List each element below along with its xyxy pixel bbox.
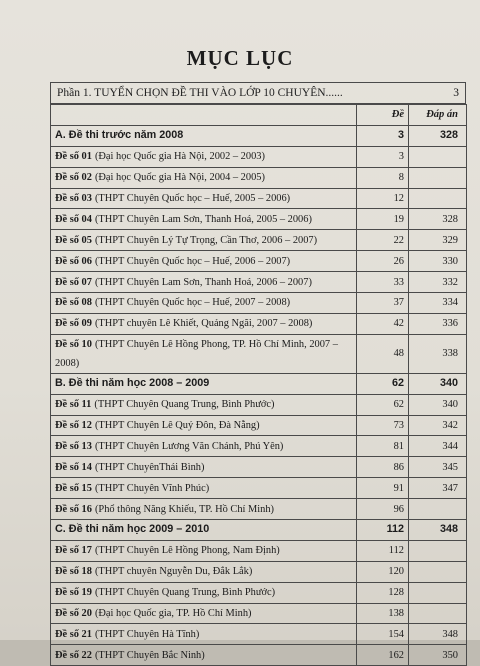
item-title (51, 251, 357, 272)
toc-item-row (51, 582, 467, 603)
toc-item-row (51, 167, 467, 188)
page-dapan (409, 499, 467, 520)
page-de: 162 (357, 645, 409, 666)
item-code: Đề số 07 (55, 276, 92, 288)
toc-table (50, 104, 467, 666)
item-title (51, 415, 357, 436)
toc-item-row (51, 272, 467, 293)
page-de: 42 (357, 313, 409, 334)
page-de: 120 (357, 561, 409, 582)
item-title (51, 561, 357, 582)
item-desc: (THPT Chuyên Bắc Ninh) (94, 649, 205, 661)
item-desc: (Phổ thông Năng Khiếu, TP. Hồ Chí Minh) (94, 503, 275, 515)
toc-item-row (51, 540, 467, 561)
item-desc: (THPT Chuyên Lý Tự Trọng, Cần Thơ, 2006 – 2007) (94, 234, 318, 246)
toc-item-row (51, 561, 467, 582)
toc-item-row (51, 457, 467, 478)
page-de: 8 (357, 167, 409, 188)
header-de: Đề (357, 105, 409, 126)
item-code: Đề số 10 (55, 338, 92, 350)
toc-item-row (51, 230, 467, 251)
page-dapan: 328 (409, 125, 467, 146)
item-code: Đề số 04 (55, 213, 92, 225)
page-de: 37 (357, 293, 409, 314)
item-desc: (THPT Chuyên Lam Sơn, Thanh Hoá, 2006 – 2007) (94, 276, 312, 288)
item-title (51, 188, 357, 209)
item-title (51, 645, 357, 666)
item-title (51, 394, 357, 415)
page-dapan: 344 (409, 436, 467, 457)
page-de: 26 (357, 251, 409, 272)
toc-item-row (51, 603, 467, 624)
page-dapan: 348 (409, 520, 467, 541)
item-code: Đề số 17 (55, 545, 92, 557)
page-dapan: 340 (409, 373, 467, 394)
item-desc: (THPT Chuyên Lương Văn Chánh, Phú Yên) (94, 440, 284, 452)
page-de: 19 (357, 209, 409, 230)
page-de: 48 (357, 334, 409, 373)
page-dapan (409, 188, 467, 209)
toc-item-row (51, 624, 467, 645)
item-title (51, 334, 357, 373)
page-de: 22 (357, 230, 409, 251)
page-de: 154 (357, 624, 409, 645)
page-de: 138 (357, 603, 409, 624)
item-code: Đề số 03 (55, 193, 92, 204)
item-code: Đề số 08 (55, 297, 92, 309)
page-dapan: 328 (409, 209, 467, 230)
page-dapan: 334 (409, 293, 467, 314)
item-code: Đề số 15 (55, 482, 92, 494)
page-de: 96 (357, 499, 409, 520)
page-dapan: 338 (409, 334, 467, 373)
part-heading (50, 82, 466, 104)
toc-section-row (51, 373, 467, 394)
page-dapan: 330 (409, 251, 467, 272)
page-dapan: 345 (409, 457, 467, 478)
section-title: B. Đề thi năm học 2008 – 2009 (51, 373, 357, 394)
item-desc: (Đại học Quốc gia, TP. Hồ Chí Minh) (94, 608, 252, 620)
toc-item-row (51, 146, 467, 167)
page-de: 3 (357, 146, 409, 167)
item-title (51, 540, 357, 561)
item-code: Đề số 20 (55, 608, 92, 620)
item-code: Đề số 18 (55, 566, 92, 578)
toc-item-row (51, 251, 467, 272)
section-title: A. Đề thi trước năm 2008 (51, 125, 357, 146)
toc-item-row (51, 478, 467, 499)
toc-section-row (51, 520, 467, 541)
item-code: Đề số 21 (55, 628, 92, 640)
page-de: 81 (357, 436, 409, 457)
page-dapan: 336 (409, 313, 467, 334)
page-de: 91 (357, 478, 409, 499)
item-title (51, 603, 357, 624)
item-code: Đề số 14 (55, 461, 92, 473)
item-desc: (THPT Chuyên Quốc học – Huế, 2005 – 2006) (94, 193, 291, 204)
toc-item-row (51, 334, 467, 373)
toc-item-row (51, 645, 467, 666)
item-desc: (THPT ChuyênThái Bình) (94, 461, 205, 473)
item-code: Đề số 05 (55, 234, 92, 246)
toc-item-row (51, 499, 467, 520)
item-desc: (Đại học Quốc gia Hà Nội, 2002 – 2003) (94, 151, 265, 163)
item-code: Đề số 19 (55, 587, 92, 599)
item-title (51, 209, 357, 230)
item-code: Đề số 22 (55, 649, 92, 661)
item-title (51, 272, 357, 293)
item-code: Đề số 02 (55, 172, 92, 184)
item-desc: (THPT Chuyên Lam Sơn, Thanh Hoá, 2005 – 2006) (94, 213, 312, 225)
page-title: MỤC LỤC (186, 46, 294, 70)
part-label: Phần 1. TUYỂN CHỌN ĐỀ THI VÀO LỚP 10 CHUYÊN (57, 87, 326, 99)
item-title (51, 230, 357, 251)
toc-item-row (51, 188, 467, 209)
toc-item-row (51, 436, 467, 457)
item-title (51, 146, 357, 167)
section-title: C. Đề thi năm học 2009 – 2010 (51, 520, 357, 541)
page-dapan (409, 540, 467, 561)
item-desc: (THPT Chuyên Vĩnh Phúc) (94, 482, 210, 494)
page-de: 12 (357, 188, 409, 209)
item-desc: (THPT Chuyên Quang Trung, Bình Phước) (94, 399, 275, 411)
item-title (51, 167, 357, 188)
item-code: Đề số 06 (55, 255, 92, 267)
item-desc: (THPT chuyên Nguyễn Du, Đắk Lắk) (94, 566, 253, 578)
page-dapan: 348 (409, 624, 467, 645)
item-title (51, 457, 357, 478)
item-desc: (Đại học Quốc gia Hà Nội, 2004 – 2005) (94, 172, 265, 184)
item-desc: (THPT chuyên Lê Khiết, Quảng Ngãi, 2007 – 2008) (94, 318, 313, 330)
page-dapan: 332 (409, 272, 467, 293)
page-de: 62 (357, 373, 409, 394)
toc-header-row (51, 105, 467, 126)
item-code: Đề số 13 (55, 440, 92, 452)
page-de: 62 (357, 394, 409, 415)
item-code: Đề số 09 (55, 318, 92, 330)
item-title (51, 499, 357, 520)
toc-item-row (51, 293, 467, 314)
page-dapan (409, 146, 467, 167)
item-desc: (THPT Chuyên Quốc học – Huế, 2006 – 2007) (94, 255, 291, 267)
page-de: 112 (357, 540, 409, 561)
toc-item-row (51, 313, 467, 334)
item-desc: (THPT Chuyên Lê Hồng Phong, TP. Hồ Chí Minh, 2007 – 2008) (55, 338, 338, 369)
page-de: 112 (357, 520, 409, 541)
page-de: 128 (357, 582, 409, 603)
page-dapan (409, 561, 467, 582)
page-de: 3 (357, 125, 409, 146)
header-dapan: Đáp án (409, 105, 467, 126)
item-title (51, 313, 357, 334)
item-title (51, 478, 357, 499)
item-title (51, 293, 357, 314)
item-title (51, 582, 357, 603)
toc-item-row (51, 415, 467, 436)
item-desc: (THPT Chuyên Hà Tĩnh) (94, 628, 200, 640)
page-de: 33 (357, 272, 409, 293)
toc-section-row (51, 125, 467, 146)
item-desc: (THPT Chuyên Lê Quý Đôn, Đà Nẵng) (94, 420, 260, 432)
toc-body (51, 125, 467, 665)
page-dapan: 340 (409, 394, 467, 415)
page-dapan: 342 (409, 415, 467, 436)
page-dapan: 329 (409, 230, 467, 251)
page-de: 86 (357, 457, 409, 478)
page-dapan (409, 167, 467, 188)
item-desc: (THPT Chuyên Quốc học – Huế, 2007 – 2008) (94, 297, 291, 309)
page-dapan: 347 (409, 478, 467, 499)
item-code: Đề số 16 (55, 503, 92, 515)
part-page: 3 (453, 87, 459, 99)
item-code: Đề số 12 (55, 420, 92, 432)
page-dapan (409, 603, 467, 624)
toc-item-row (51, 209, 467, 230)
header-blank (51, 105, 357, 126)
item-desc: (THPT Chuyên Lê Hồng Phong, Nam Định) (94, 545, 280, 557)
page-dapan: 350 (409, 645, 467, 666)
item-title (51, 436, 357, 457)
item-code: Đề số 01 (55, 151, 92, 163)
item-code: Đề số 11 (55, 399, 92, 411)
item-desc: (THPT Chuyên Quang Trung, Bình Phước) (94, 587, 276, 599)
page-dapan (409, 582, 467, 603)
page-de: 73 (357, 415, 409, 436)
toc-item-row (51, 394, 467, 415)
leader-dots: ...... (325, 87, 343, 99)
item-title (51, 624, 357, 645)
